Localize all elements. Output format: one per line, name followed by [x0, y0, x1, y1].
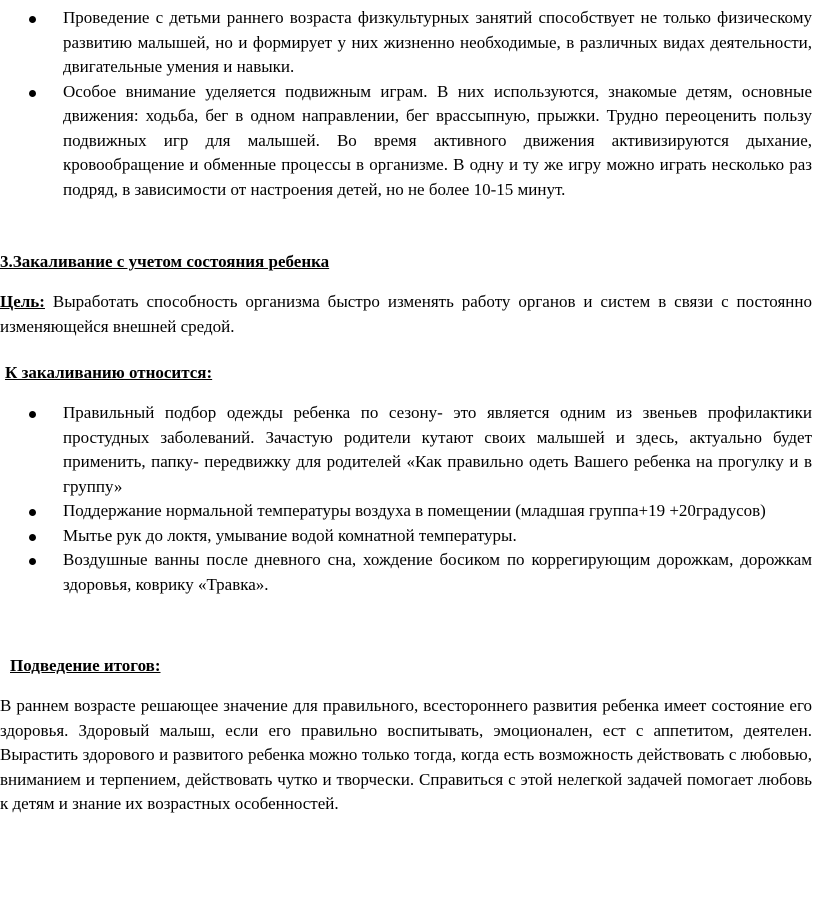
bullet-text: Проведение с детьми раннего возраста физкультурных занятий способствует не только физическому развитию малышей, но и формирует у них жизненно необходимые, в различных видах деятельности, двигательные умения и навыки. [63, 8, 812, 76]
summary-paragraph: В раннем возрасте решающее значение для правильного, всестороннего развития ребенка имеет состояние его здоровья. Здоровый малыш, если его правильно воспитывать, эмоционален, ест с аппетитом, деятелен. Вырастить здорового и развитого ребенка можно только тогда, когда есть возможность действовать с любовью, вниманием и терпением, действовать чутко и творчески. Справиться с этой нелегкой задачей помогает любовь к детям и знание их возрастных особенностей. [0, 696, 812, 813]
bullet-icon [29, 90, 36, 97]
bullet-text: Особое внимание уделяется подвижным играм. В них используются, знакомые детям, основные движения: ходьба, бег в одном направлении, бег врассыпную, прыжки. Трудно переоценить пользу подвижных игр для малышей. Во время активного движения активизируются дыхание, кровообращение и обменные процессы в организме. В одну и ту же игру можно играть несколько раз подряд, в зависимости от настроения детей, но не более 10-15 минут. [63, 81, 812, 199]
bullet-text: Поддержание нормальной температуры воздуха в помещении (младшая группа+19 +20градусов) [63, 501, 766, 520]
bullet-text: Воздушные ванны после дневного сна, хождение босиком по коррегирующим дорожкам, дорожкам здоровья, коврику «Травка». [63, 550, 812, 594]
bullet-icon [29, 534, 36, 541]
list-item [0, 401, 812, 499]
hardening-bullet-list [0, 401, 812, 597]
list-item [0, 499, 812, 524]
top-bullet-list [0, 6, 812, 202]
list-item [0, 548, 812, 597]
list-item [0, 6, 812, 80]
bullet-text: Мытье рук до локтя, умывание водой комнатной температуры. [63, 525, 517, 545]
goal-text: Выработать способность организма быстро изменять работу органов и систем в связи с постоянно изменяющейся внешней средой. [0, 292, 812, 336]
list-item [0, 524, 812, 549]
includes-heading: К закаливанию относится: [5, 363, 213, 382]
section-heading: 3.Закаливание с учетом состояния ребенка [0, 252, 330, 271]
list-item [0, 80, 812, 203]
bullet-icon [29, 558, 36, 565]
bullet-icon [29, 509, 36, 516]
bullet-text: Правильный подбор одежды ребенка по сезону- это является одним из звеньев профилактики простудных заболеваний. Зачастую родители кутают своих малышей и здесь, актуально будет применить, папку- передвижку для родителей «Как правильно одеть Вашего ребенка на прогулку и в группу» [63, 403, 812, 496]
bullet-icon [29, 411, 36, 418]
summary-heading: Подведение итогов: [10, 656, 161, 675]
goal-paragraph [0, 290, 812, 339]
bullet-icon [29, 16, 36, 23]
goal-label: Цель: [0, 292, 45, 311]
